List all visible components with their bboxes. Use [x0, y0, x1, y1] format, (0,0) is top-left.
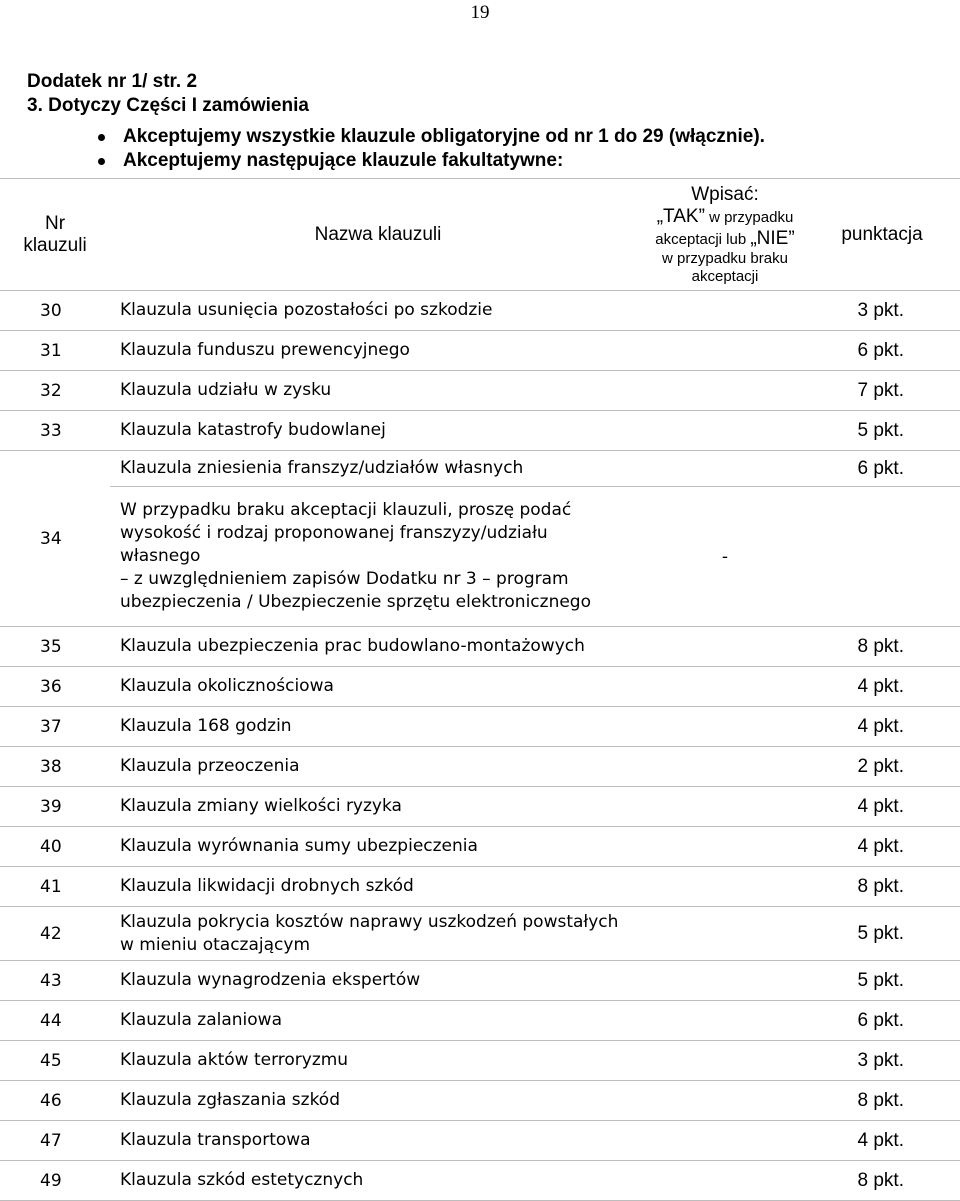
clause-name: Klauzula wynagrodzenia ekspertów [110, 961, 646, 1001]
clause-accept-cell[interactable] [646, 627, 804, 667]
clause-number: 30 [0, 291, 110, 331]
clause-accept-cell[interactable] [646, 907, 804, 961]
bullet-item-obligatory: Akceptujemy wszystkie klauzule obligatoryjne od nr 1 do 29 (włącznie). [123, 126, 765, 147]
clause-accept-cell[interactable] [646, 1081, 804, 1121]
clause-points: 2 pkt. [804, 747, 960, 787]
clause-accept-cell[interactable] [646, 371, 804, 411]
clause-accept-cell[interactable] [646, 1161, 804, 1201]
clause-points: 8 pkt. [804, 627, 960, 667]
table-row [0, 867, 960, 907]
clause-points: 4 pkt. [804, 707, 960, 747]
header-nr [0, 179, 110, 291]
clause-points: 6 pkt. [804, 1001, 960, 1041]
clause-accept-cell[interactable] [646, 961, 804, 1001]
clause-accept-cell[interactable] [646, 1001, 804, 1041]
table-row [0, 291, 960, 331]
table-row-42 [0, 907, 960, 961]
clause-name [110, 907, 646, 961]
clause-name: Klauzula 168 godzin [110, 707, 646, 747]
clause-points: 4 pkt. [804, 827, 960, 867]
clause-name: Klauzula zniesienia franszyz/udziałów własnych [110, 451, 646, 487]
table-row [0, 1161, 960, 1201]
clause-name: Klauzula wyrównania sumy ubezpieczenia [110, 827, 646, 867]
header-accept-line2-rest: w przypadku [704, 208, 794, 226]
clause-number: 33 [0, 411, 110, 451]
clause-name: Klauzula transportowa [110, 1121, 646, 1161]
clause-points: 5 pkt. [804, 961, 960, 1001]
clause-name-line1: Klauzula pokrycia kosztów naprawy uszkodzeń powstałych [120, 911, 619, 932]
table-row [0, 787, 960, 827]
table-row [0, 331, 960, 371]
header-accept-line3-text: akceptacji lub [655, 230, 751, 248]
header-accept-line1: Wpisać: [691, 183, 759, 205]
franchise-note-line: wysokość i rodzaj proponowanej franszyzy/udziału [120, 523, 548, 543]
clause-number: 45 [0, 1041, 110, 1081]
clause-number: 37 [0, 707, 110, 747]
clause-name: Klauzula usunięcia pozostałości po szkodzie [110, 291, 646, 331]
header-points: punktacja [804, 179, 960, 291]
clause-name: Klauzula aktów terroryzmu [110, 1041, 646, 1081]
header-accept-line5: akceptacji [691, 267, 759, 285]
clause-name: Klauzula funduszu prewencyjnego [110, 331, 646, 371]
page-number: 19 [470, 2, 490, 23]
header-accept-line4: w przypadku braku [662, 249, 788, 267]
franchise-input-cell[interactable]: - [646, 487, 804, 627]
clause-name-line2: w mieniu otaczającym [120, 934, 311, 955]
clause-points: 4 pkt. [804, 1121, 960, 1161]
table-row [0, 961, 960, 1001]
clause-accept-cell[interactable] [646, 331, 804, 371]
table-row [0, 1121, 960, 1161]
header-name: Nazwa klauzuli [110, 179, 646, 291]
clause-number: 38 [0, 747, 110, 787]
header-accept-nie: „NIE” [750, 227, 795, 249]
clause-number: 35 [0, 627, 110, 667]
table-row [0, 707, 960, 747]
clause-number: 31 [0, 331, 110, 371]
table-row-34 [0, 451, 960, 487]
clause-number: 32 [0, 371, 110, 411]
table-row [0, 827, 960, 867]
table-row [0, 1001, 960, 1041]
franchise-points-empty [804, 487, 960, 627]
clause-points: 8 pkt. [804, 1161, 960, 1201]
header-accept-line3 [646, 228, 804, 250]
clause-name: Klauzula zalaniowa [110, 1001, 646, 1041]
clause-accept-cell[interactable] [646, 867, 804, 907]
franchise-note-line: własnego [120, 546, 201, 566]
franchise-note [110, 487, 646, 627]
clause-number: 42 [0, 907, 110, 961]
section-heading: 3. Dotyczy Części I zamówienia [27, 95, 309, 116]
clause-name: Klauzula przeoczenia [110, 747, 646, 787]
header-nr-line2: klauzuli [23, 234, 87, 256]
table-row [0, 1041, 960, 1081]
table-row [0, 627, 960, 667]
clause-name: Klauzula okolicznościowa [110, 667, 646, 707]
table-row [0, 371, 960, 411]
clause-number: 34 [0, 451, 110, 627]
clause-points: 3 pkt. [804, 291, 960, 331]
table-header-row [0, 179, 960, 291]
clause-accept-cell[interactable] [646, 667, 804, 707]
clause-accept-cell[interactable] [646, 787, 804, 827]
clause-name: Klauzula likwidacji drobnych szkód [110, 867, 646, 907]
clause-points: 5 pkt. [804, 411, 960, 451]
clause-name: Klauzula szkód estetycznych [110, 1161, 646, 1201]
clause-number: 49 [0, 1161, 110, 1201]
clause-points: 4 pkt. [804, 787, 960, 827]
clause-number: 47 [0, 1121, 110, 1161]
table-row [0, 411, 960, 451]
clause-points: 3 pkt. [804, 1041, 960, 1081]
clause-points: 4 pkt. [804, 667, 960, 707]
clause-accept-cell[interactable] [646, 411, 804, 451]
clause-accept-cell[interactable] [646, 747, 804, 787]
clause-number: 40 [0, 827, 110, 867]
clause-accept-cell[interactable] [646, 827, 804, 867]
header-accept-line2 [646, 206, 804, 228]
clause-number: 36 [0, 667, 110, 707]
clause-name: Klauzula udziału w zysku [110, 371, 646, 411]
clause-number: 41 [0, 867, 110, 907]
table-row [0, 747, 960, 787]
franchise-note-line: – z uwzględnieniem zapisów Dodatku nr 3 – program [120, 569, 569, 589]
clause-accept-cell[interactable] [646, 707, 804, 747]
clause-accept-cell[interactable] [646, 291, 804, 331]
franchise-note-line: ubezpieczenia / Ubezpieczenie sprzętu elektronicznego [120, 592, 592, 612]
table-row [0, 667, 960, 707]
table-row [0, 1081, 960, 1121]
clause-points: 8 pkt. [804, 867, 960, 907]
clause-accept-cell[interactable] [646, 1121, 804, 1161]
franchise-note-line: W przypadku braku akceptacji klauzuli, proszę podać [120, 500, 572, 520]
clause-number: 44 [0, 1001, 110, 1041]
clause-number: 43 [0, 961, 110, 1001]
clause-points: 6 pkt. [804, 451, 960, 487]
clause-points: 6 pkt. [804, 331, 960, 371]
header-accept-tak: „TAK” [656, 205, 705, 227]
clause-accept-cell[interactable] [646, 1041, 804, 1081]
clause-points: 5 pkt. [804, 907, 960, 961]
bullet-item-optional: Akceptujemy następujące klauzule fakultatywne: [123, 150, 564, 171]
clause-number: 39 [0, 787, 110, 827]
header-nr-line1: Nr [44, 212, 66, 234]
clauses-table [0, 178, 960, 1201]
clause-points: 7 pkt. [804, 371, 960, 411]
clause-accept-cell[interactable] [646, 451, 804, 487]
clause-points: 8 pkt. [804, 1081, 960, 1121]
clause-name: Klauzula zgłaszania szkód [110, 1081, 646, 1121]
annex-heading: Dodatek nr 1/ str. 2 [27, 71, 198, 92]
clause-number: 46 [0, 1081, 110, 1121]
header-accept [646, 179, 804, 291]
clause-name: Klauzula katastrofy budowlanej [110, 411, 646, 451]
clause-name: Klauzula ubezpieczenia prac budowlano-montażowych [110, 627, 646, 667]
table-row-34-note [0, 487, 960, 627]
clause-name: Klauzula zmiany wielkości ryzyka [110, 787, 646, 827]
